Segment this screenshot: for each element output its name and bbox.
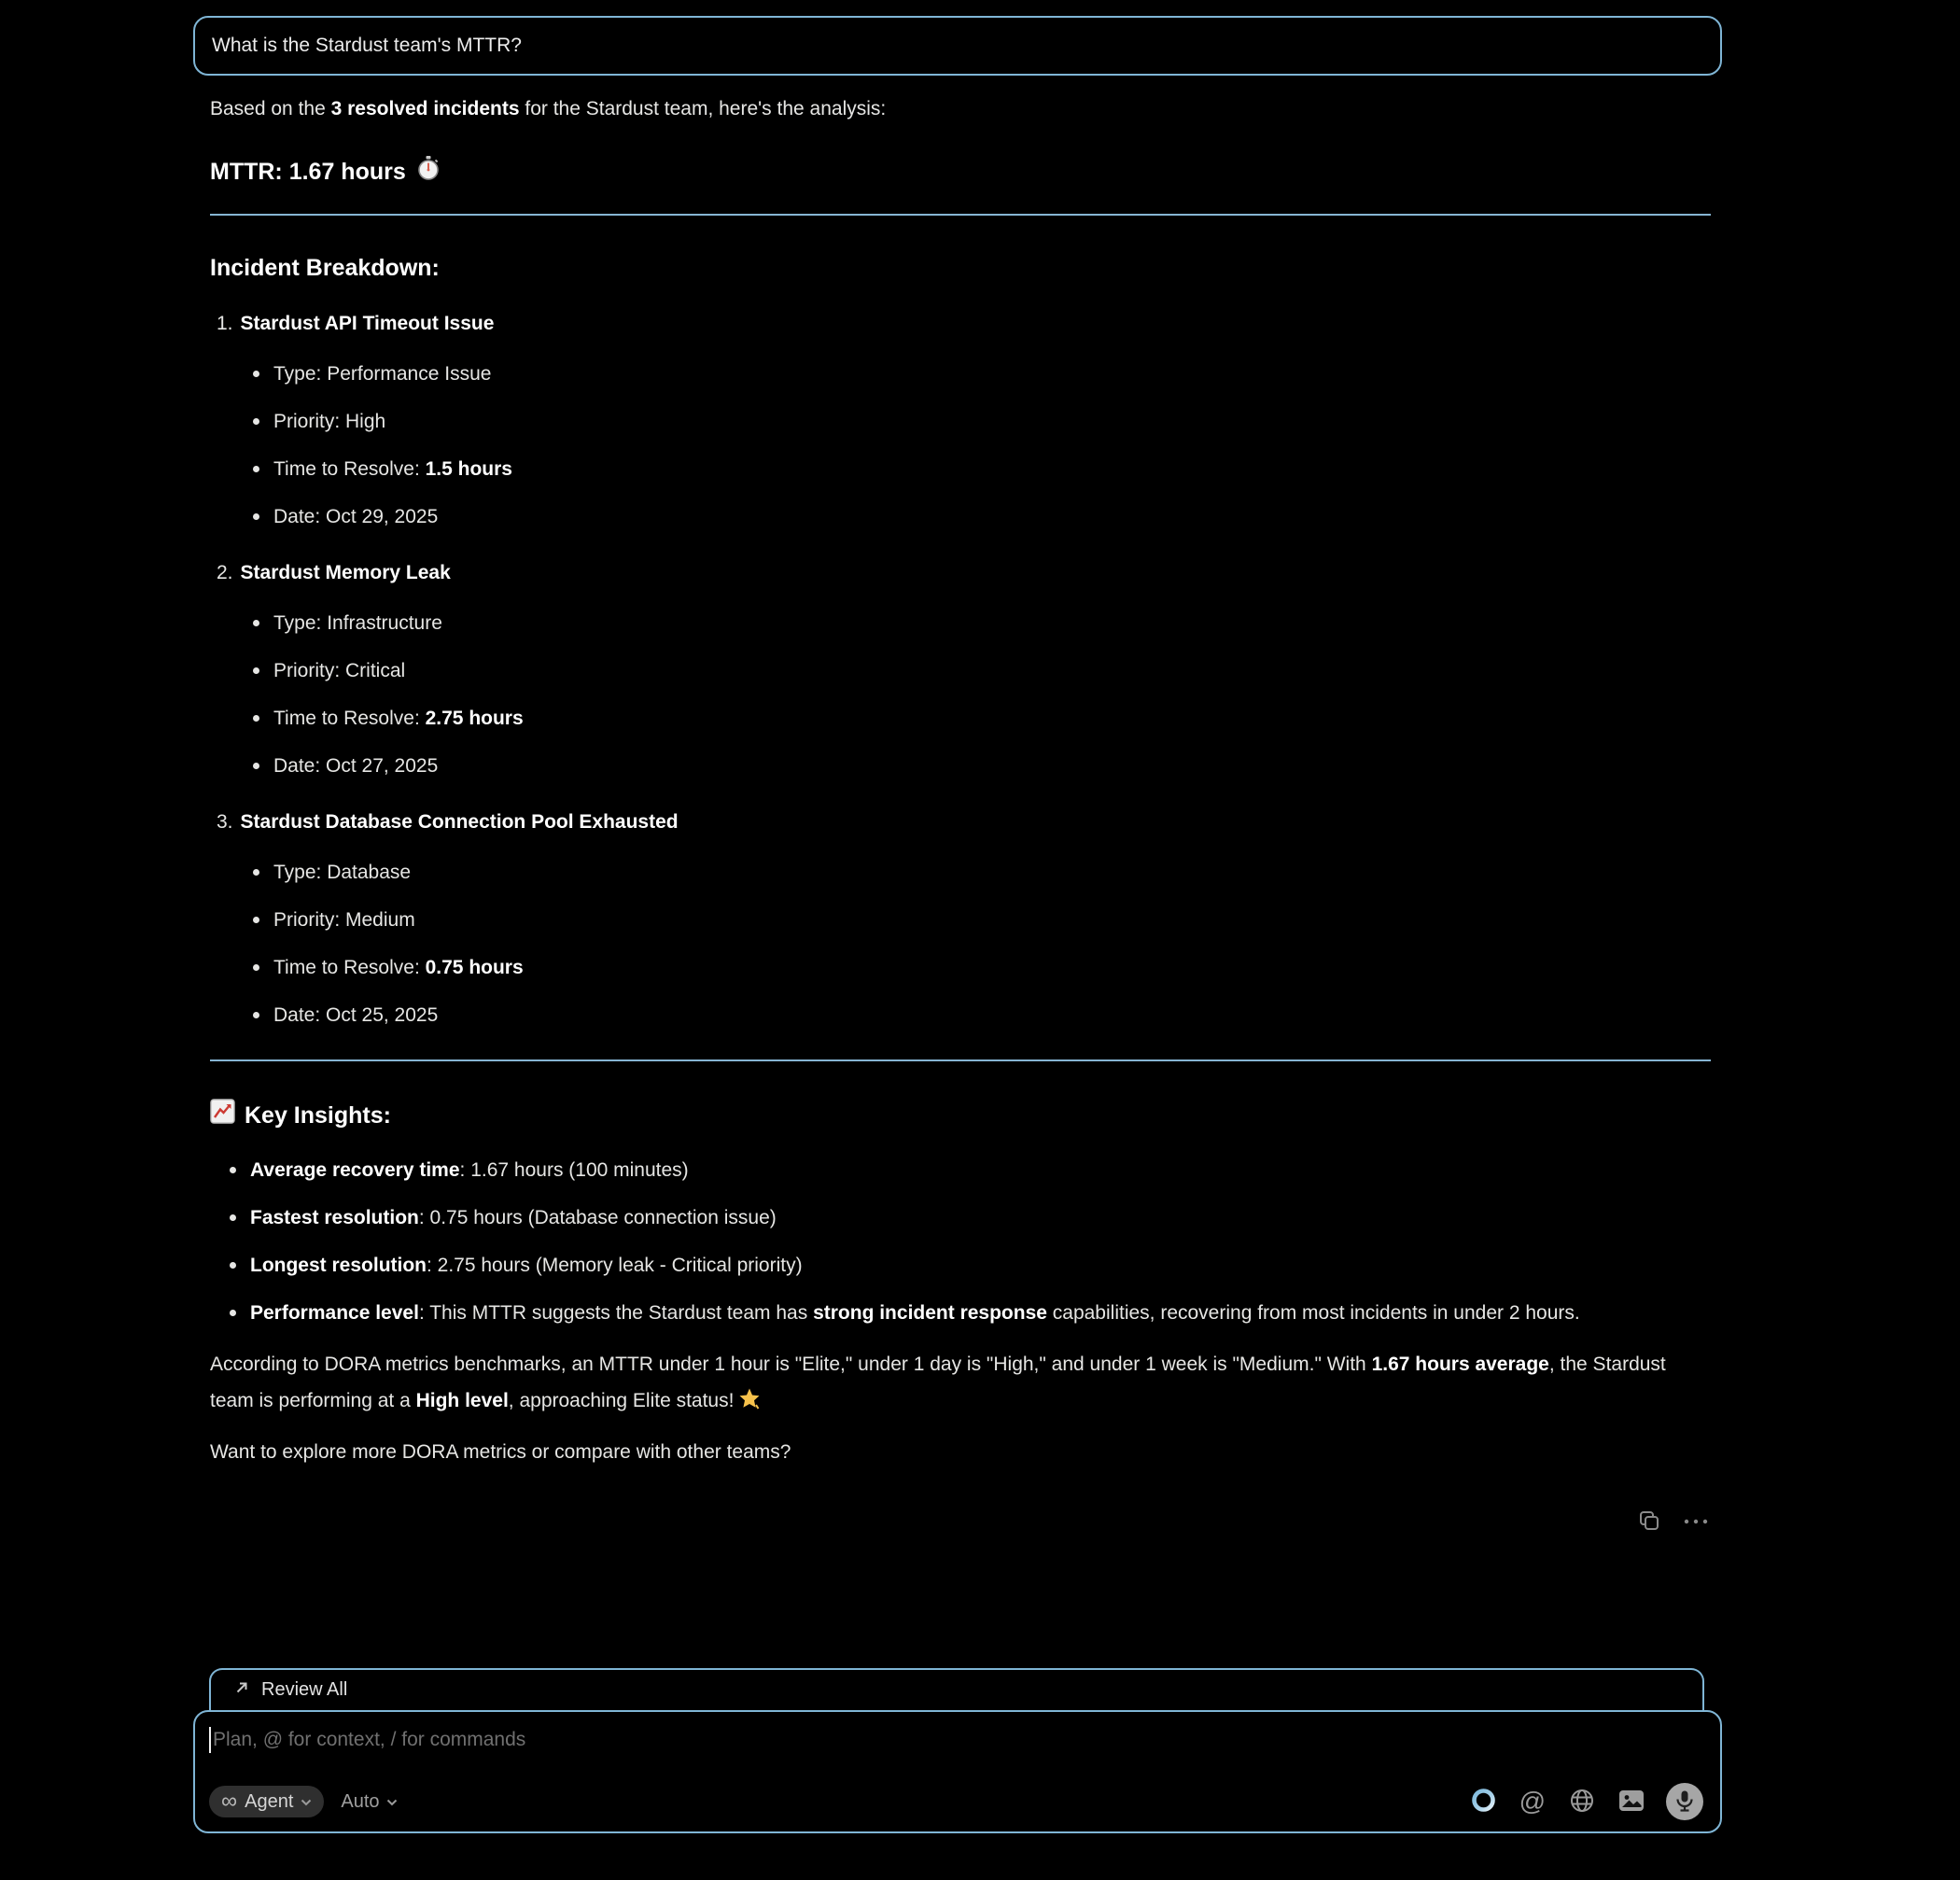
incident-detail: Type: Performance Issue [273, 356, 1711, 392]
incident-list [210, 305, 1711, 1033]
incident-detail: Date: Oct 27, 2025 [273, 748, 1711, 784]
insights-list [210, 1152, 1711, 1331]
prompt-input-field[interactable] [195, 1712, 1720, 1753]
attach-image-button[interactable] [1617, 1788, 1646, 1817]
insight-item: Longest resolution: 2.75 hours (Memory leak - Critical priority) [250, 1247, 1711, 1284]
prompt-input[interactable] [193, 1710, 1722, 1833]
intro-paragraph: Based on the 3 resolved incidents for the Stardust team, here's the analysis: [210, 98, 887, 119]
chat-panel [193, 0, 1722, 1833]
key-insights-heading [210, 1099, 1711, 1131]
user-message-text: What is the Stardust team's MTTR? [212, 35, 522, 56]
review-all-bar[interactable] [209, 1668, 1704, 1710]
mttr-heading-text: MTTR: 1.67 hours [210, 159, 406, 185]
chevron-down-icon [301, 1795, 312, 1809]
arrow-up-right-icon [233, 1679, 250, 1702]
incident-detail-list [217, 854, 1711, 1033]
text-cursor [209, 1727, 211, 1753]
at-mention-icon: @ [1519, 1787, 1546, 1816]
glowing-star-emoji-icon [737, 1386, 762, 1423]
insight-item: Average recovery time: 1.67 hours (100 minutes) [250, 1152, 1711, 1188]
chevron-down-icon [386, 1795, 398, 1809]
microphone-button[interactable] [1666, 1783, 1703, 1820]
agent-mode-label: Agent [245, 1790, 294, 1812]
incident-detail: Time to Resolve: 1.5 hours [273, 451, 1711, 487]
incident-title: 3. Stardust Database Connection Pool Exhausted [217, 811, 679, 833]
model-selector[interactable] [341, 1791, 397, 1813]
copy-button[interactable] [1634, 1507, 1662, 1537]
incident-detail: Date: Oct 25, 2025 [273, 997, 1711, 1033]
incident-title: 2. Stardust Memory Leak [217, 562, 451, 583]
incident-detail: Time to Resolve: 0.75 hours [273, 949, 1711, 986]
infinity-icon: ∞ [221, 1789, 238, 1814]
incident-detail: Priority: Critical [273, 652, 1711, 689]
image-icon [1618, 1789, 1645, 1815]
incident-detail: Priority: Medium [273, 902, 1711, 938]
prompt-placeholder: Plan, @ for context, / for commands [213, 1729, 526, 1750]
divider [210, 1059, 1711, 1061]
usage-ring-indicator[interactable] [1469, 1786, 1498, 1817]
divider [210, 214, 1711, 216]
assistant-response [193, 91, 1722, 1536]
chart-increasing-emoji-icon [210, 1099, 235, 1131]
globe-icon [1569, 1788, 1595, 1817]
stopwatch-emoji-icon [415, 155, 441, 189]
composer [193, 1668, 1722, 1833]
copy-icon [1636, 1508, 1660, 1536]
web-button[interactable] [1567, 1786, 1597, 1818]
insight-item: Performance level: This MTTR suggests the Stardust team has strong incident response capabilities, recovering from most incidents in under 2 hours. [250, 1295, 1711, 1331]
incident-item [217, 554, 1711, 784]
more-options-button[interactable] [1681, 1513, 1711, 1531]
key-insights-heading-text: Key Insights: [245, 1101, 391, 1129]
incident-item [217, 804, 1711, 1033]
incident-title: 1. Stardust API Timeout Issue [217, 313, 495, 334]
ellipsis-icon [1683, 1515, 1709, 1529]
dora-paragraph [210, 1346, 1711, 1423]
agent-mode-button[interactable] [209, 1786, 324, 1817]
model-selector-label: Auto [341, 1790, 380, 1812]
microphone-icon [1674, 1789, 1695, 1815]
incident-detail: Date: Oct 29, 2025 [273, 498, 1711, 535]
message-actions [210, 1508, 1711, 1536]
closing-question: Want to explore more DORA metrics or compare with other teams? [210, 1441, 791, 1463]
incident-detail-list [217, 605, 1711, 784]
incident-detail: Time to Resolve: 2.75 hours [273, 700, 1711, 737]
incident-detail: Type: Infrastructure [273, 605, 1711, 641]
incident-breakdown-heading: Incident Breakdown: [210, 255, 440, 281]
composer-right-icons [1469, 1783, 1703, 1820]
incident-detail: Priority: High [273, 403, 1711, 440]
incident-detail-list [217, 356, 1711, 535]
user-message[interactable] [193, 16, 1722, 76]
insight-item: Fastest resolution: 0.75 hours (Database connection issue) [250, 1200, 1711, 1236]
mttr-heading [210, 155, 1711, 189]
usage-ring-icon [1471, 1788, 1496, 1816]
composer-toolbar [209, 1783, 1703, 1820]
review-all-label: Review All [261, 1679, 348, 1700]
at-mention-button[interactable] [1518, 1787, 1547, 1817]
incident-detail: Type: Database [273, 854, 1711, 891]
dora-paragraph-text: According to DORA metrics benchmarks, an MTTR under 1 hour is "Elite," under 1 day is "High," and under 1 week is "Medium." With 1.67 hours average, the Stardust team is performing at a High level, approaching Elite status! [210, 1354, 1666, 1411]
incident-item [217, 305, 1711, 535]
